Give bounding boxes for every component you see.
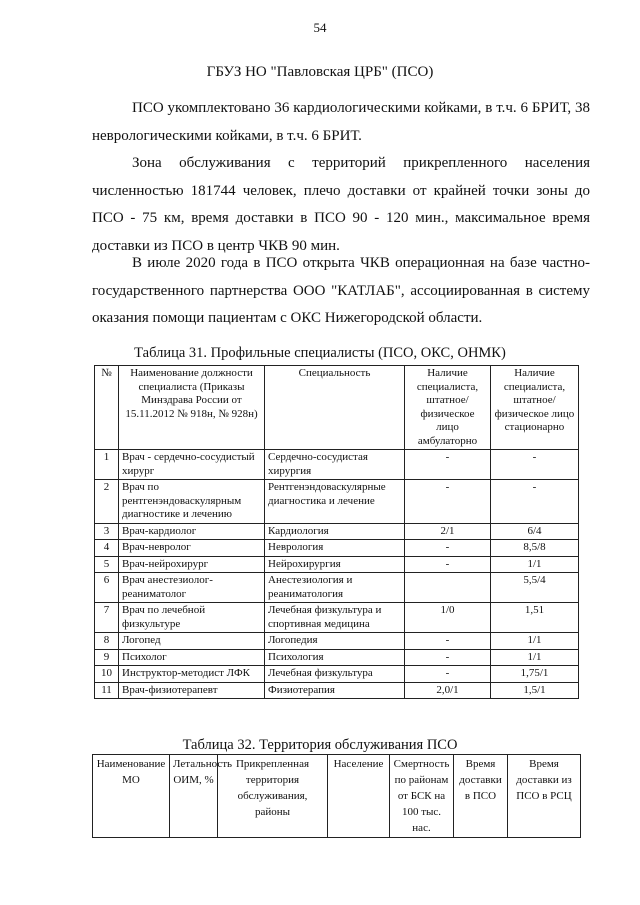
cell-inpatient-staff: 8,5/8 (491, 540, 579, 557)
table31-header-specialty: Специальность (265, 366, 405, 450)
table32-caption: Таблица 32. Территория обслуживания ПСО (182, 737, 458, 753)
cell-specialty: Сердечно-сосудистая хирургия (265, 450, 405, 480)
table32-header-mo: Наименование МО (93, 755, 170, 838)
cell-specialty: Психология (265, 649, 405, 666)
cell-position: Врач-физиотерапевт (119, 682, 265, 699)
table-row (95, 649, 579, 666)
cell-position: Врач-кардиолог (119, 523, 265, 540)
cell-row-number: 2 (95, 480, 119, 524)
cell-row-number: 5 (95, 556, 119, 573)
cell-row-number: 4 (95, 540, 119, 557)
page-number: 54 (313, 20, 327, 35)
cell-inpatient-staff: 1,51 (491, 603, 579, 633)
cell-specialty: Нейрохирургия (265, 556, 405, 573)
cell-outpatient-staff: - (405, 633, 491, 650)
section-heading: ГБУЗ НО "Павловская ЦРБ" (ПСО) (206, 64, 434, 80)
cell-inpatient-staff: 6/4 (491, 523, 579, 540)
table31-header-inpatient: Наличие специалиста, штатное/физическое лицо стационарно (491, 366, 579, 450)
cell-outpatient-staff: - (405, 540, 491, 557)
table-row (95, 573, 579, 603)
cell-row-number: 9 (95, 649, 119, 666)
table-row (95, 556, 579, 573)
cell-row-number: 7 (95, 603, 119, 633)
cell-outpatient-staff: - (405, 556, 491, 573)
table-row (95, 450, 579, 480)
cell-specialty: Лечебная физкультура (265, 666, 405, 683)
cell-inpatient-staff: 1/1 (491, 556, 579, 573)
cell-specialty: Рентгенэндоваскулярные диагностика и лечение (265, 480, 405, 524)
table-row (95, 480, 579, 524)
paragraph-beds: ПСО укомплектовано 36 кардиологическими койками, в т.ч. 6 БРИТ, 38 неврологическими койками, в т.ч. 6 БРИТ. (92, 100, 590, 144)
cell-position: Логопед (119, 633, 265, 650)
cell-position: Инструктор-методист ЛФК (119, 666, 265, 683)
cell-inpatient-staff: 1,75/1 (491, 666, 579, 683)
cell-position: Врач по лечебной физкультуре (119, 603, 265, 633)
cell-row-number: 3 (95, 523, 119, 540)
specialists-table (94, 365, 579, 699)
cell-outpatient-staff: - (405, 666, 491, 683)
table32-header-territory: Прикрепленная территория обслуживания, районы (218, 755, 328, 838)
cell-inpatient-staff: 1/1 (491, 649, 579, 666)
cell-row-number: 6 (95, 573, 119, 603)
cell-specialty: Кардиология (265, 523, 405, 540)
cell-specialty: Физиотерапия (265, 682, 405, 699)
cell-row-number: 8 (95, 633, 119, 650)
table32-header-mortality: Смертность по районам от БСК на 100 тыс. нас. (390, 755, 454, 838)
cell-inpatient-staff: - (491, 480, 579, 524)
table-row (95, 603, 579, 633)
table32-header-row (93, 755, 581, 838)
table32-header-delivery-pso: Время доставки в ПСО (454, 755, 508, 838)
table31-header-outpatient: Наличие специалиста, штатное/физическое лицо амбулаторно (405, 366, 491, 450)
service-territory-table (92, 754, 581, 838)
cell-outpatient-staff: - (405, 480, 491, 524)
cell-outpatient-staff: - (405, 450, 491, 480)
table31-caption: Таблица 31. Профильные специалисты (ПСО, ОКС, ОНМК) (134, 345, 506, 361)
table-row (95, 540, 579, 557)
cell-position: Врач-нейрохирург (119, 556, 265, 573)
table32-header-population: Население (328, 755, 390, 838)
cell-position: Психолог (119, 649, 265, 666)
cell-outpatient-staff: - (405, 649, 491, 666)
cell-specialty: Лечебная физкультура и спортивная медицина (265, 603, 405, 633)
table-row (95, 666, 579, 683)
table32-header-delivery-rsc: Время доставки из ПСО в РСЦ (508, 755, 581, 838)
cell-outpatient-staff: 2,0/1 (405, 682, 491, 699)
table-row (95, 682, 579, 699)
cell-position: Врач анестезиолог-реаниматолог (119, 573, 265, 603)
cell-position: Врач-невролог (119, 540, 265, 557)
cell-outpatient-staff: 1/0 (405, 603, 491, 633)
cell-inpatient-staff: 5,5/4 (491, 573, 579, 603)
table31-header-position: Наименование должности специалиста (Приказы Минздрава России от 15.11.2012 № 918н, № 928н) (119, 366, 265, 450)
cell-outpatient-staff (405, 573, 491, 603)
cell-row-number: 10 (95, 666, 119, 683)
cell-position: Врач - сердечно-сосудистый хирург (119, 450, 265, 480)
table-row (95, 633, 579, 650)
table31-header-row (95, 366, 579, 450)
cell-specialty: Логопедия (265, 633, 405, 650)
cell-row-number: 1 (95, 450, 119, 480)
cell-specialty: Неврология (265, 540, 405, 557)
table-row (95, 523, 579, 540)
table32-header-lethality: Летальность ОИМ, % (170, 755, 218, 838)
cell-inpatient-staff: 1/1 (491, 633, 579, 650)
cell-specialty: Анестезиология и реаниматология (265, 573, 405, 603)
cell-inpatient-staff: - (491, 450, 579, 480)
paragraph-service-area: Зона обслуживания с территорий прикрепленного населения численностью 181744 человек, плечо доставки от крайней точки зоны до ПСО - 75 км, время доставки в ПСО 90 - 120 мин., максимальное время доставки из ПСО в центр ЧКВ 90 мин. (92, 155, 590, 254)
cell-row-number: 11 (95, 682, 119, 699)
cell-outpatient-staff: 2/1 (405, 523, 491, 540)
cell-position: Врач по рентгенэндоваскулярным диагностике и лечению (119, 480, 265, 524)
paragraph-cath-lab: В июле 2020 года в ПСО открыта ЧКВ операционная на базе частно-государственного партнерства ООО "КАТЛАБ", ассоциированная в систему оказания помощи пациентам с ОКС Нижегородской области. (92, 255, 590, 326)
table31-header-number: № (95, 366, 119, 450)
cell-inpatient-staff: 1,5/1 (491, 682, 579, 699)
